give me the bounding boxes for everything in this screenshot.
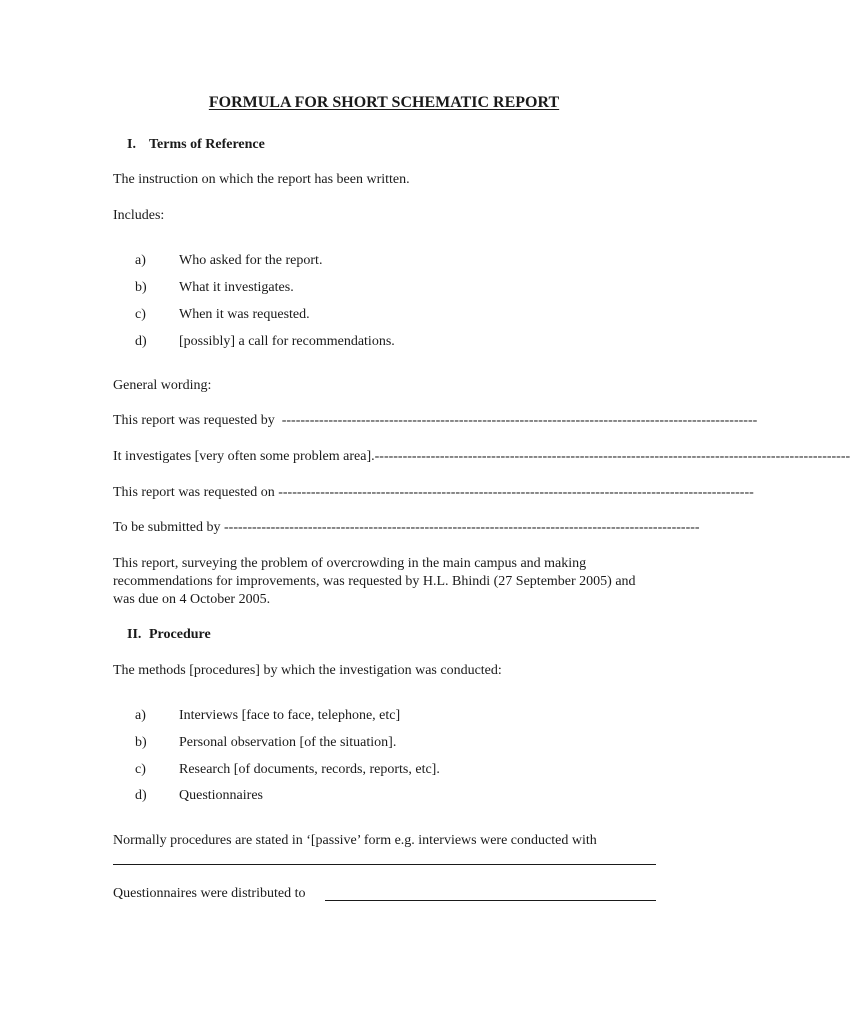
list-item: d) [possibly] a call for recommendations. xyxy=(135,334,395,349)
general-wording-label: General wording: xyxy=(113,378,212,393)
questionnaires-line-label: Questionnaires were distributed to xyxy=(113,886,306,901)
document-title: FORMULA FOR SHORT SCHEMATIC REPORT xyxy=(208,94,560,111)
list-item: c) Research [of documents, records, reports, etc]. xyxy=(135,762,440,777)
section-2-intro: The methods [procedures] by which the investigation was conducted: xyxy=(113,663,502,678)
section-2-heading xyxy=(127,626,211,644)
section-2-number: II. xyxy=(127,627,142,642)
example-paragraph: This report, surveying the problem of overcrowding in the main campus and making recommendations for improvements, was requested by H.L. Bhindi (27 September 2005) and was due on 4 October 2005. xyxy=(113,556,636,607)
blank-line xyxy=(325,900,656,901)
section-2-title: Procedure xyxy=(149,627,211,642)
list-item: d) Questionnaires xyxy=(135,788,263,803)
fill-line-requested-by: This report was requested by ------------------------------------------------------------------------------------------------------ xyxy=(113,413,758,428)
blank-line xyxy=(113,864,656,865)
fill-line-investigates: It investigates [very often some problem area]. ------------------------------------------------------------------------------------------------------ xyxy=(113,449,850,464)
section-1-number: I. xyxy=(127,137,136,152)
section-1-heading xyxy=(127,136,265,154)
passive-form-note: Normally procedures are stated in ‘[passive’ form e.g. interviews were conducted with xyxy=(113,833,597,848)
fill-line-requested-on: This report was requested on ------------------------------------------------------------------------------------------------------ xyxy=(113,485,754,500)
list-item: c) When it was requested. xyxy=(135,307,310,322)
section-1-title: Terms of Reference xyxy=(149,137,265,152)
list-item: a) Interviews [face to face, telephone, etc] xyxy=(135,708,401,723)
section-1-intro: The instruction on which the report has been written. xyxy=(113,172,410,187)
list-item: b) What it investigates. xyxy=(135,280,294,295)
list-item: a) Who asked for the report. xyxy=(135,253,323,268)
list-item: b) Personal observation [of the situation]. xyxy=(135,735,397,750)
fill-line-submitted-by: To be submitted by ------------------------------------------------------------------------------------------------------ xyxy=(113,520,700,535)
includes-label: Includes: xyxy=(113,208,165,223)
